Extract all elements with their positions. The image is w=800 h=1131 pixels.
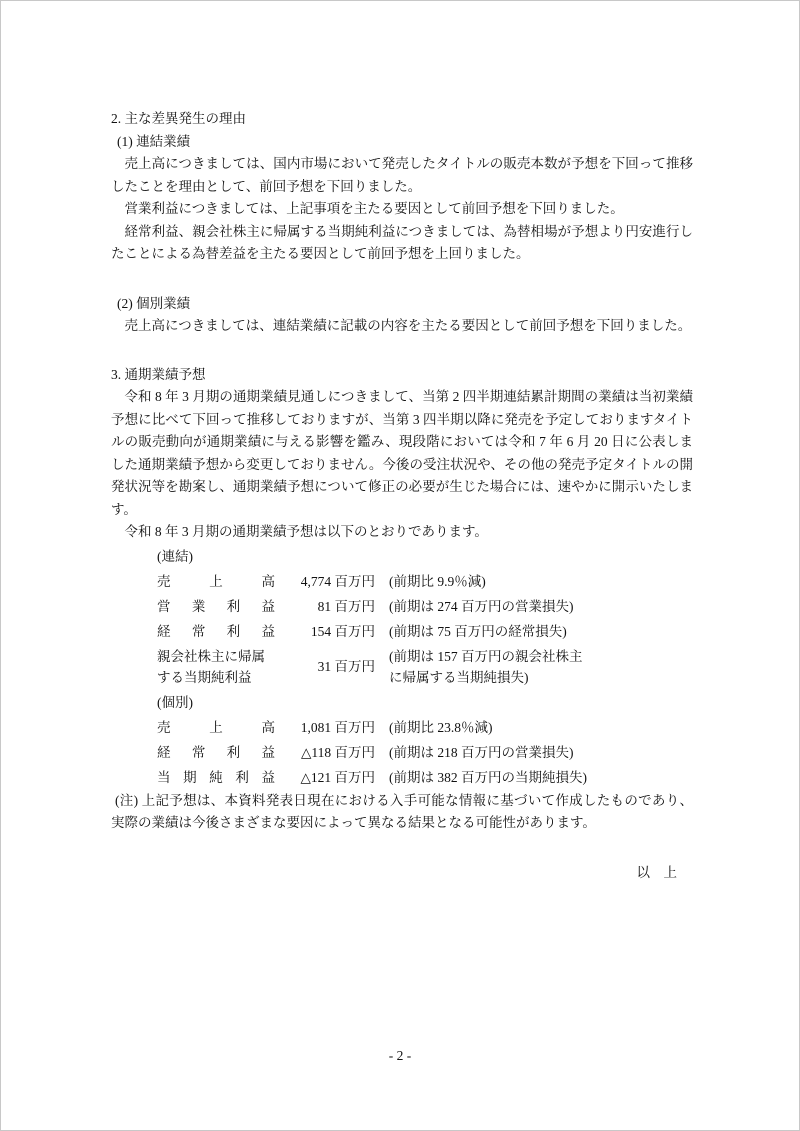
paragraph-fullyear-outlook: 令和 8 年 3 月期の通期業績見通しにつきまして、当第 2 四半期連結累計期間の業績は当初業績予想に比べて下回って推移しておりますが、当第 3 四半期以降に発売を予定しておりますタイトルの販売動向が通期業績に与える影響を鑑み、現段階においては令和 7 年 6 月 20 日に公表しました通期業績予想から変更しておりません。今後の受注状況や、その他の発売予定タイトルの開発状況等を勘案し、通期業績予想について修正の必要が生じた場合には、速やかに開示いたします。 <box>111 389 693 517</box>
row-note: (前期は 218 百万円の営業損失) <box>389 744 574 760</box>
row-label: 売上高 <box>157 573 275 589</box>
row-note: (前期は 382 百万円の当期純損失) <box>389 769 587 785</box>
row-label: 当期純利益 <box>157 769 275 785</box>
row-label-line1: 親会社株主に帰属 <box>157 648 265 664</box>
row-note: (前期比 23.8％減) <box>389 719 493 735</box>
row-value: 81 百万円 <box>317 598 375 614</box>
table-row-net-income-parent <box>157 644 693 690</box>
table-row <box>157 569 693 594</box>
row-note: (前期は 75 百万円の経常損失) <box>389 623 567 639</box>
row-label <box>157 646 275 688</box>
row-label: 経常利益 <box>157 623 275 639</box>
paragraph-consolidated-operating: 営業利益につきましては、上記事項を主たる要因として前回予想を下回りました。 <box>124 201 624 216</box>
table-row <box>157 619 693 644</box>
forecast-intro: 令和 8 年 3 月期の通期業績予想は以下のとおりであります。 <box>124 524 488 539</box>
forecast-table <box>157 544 693 790</box>
row-label: 営業利益 <box>157 598 275 614</box>
row-value: 154 百万円 <box>310 623 375 639</box>
row-note <box>375 646 583 688</box>
table-row <box>157 715 693 740</box>
subsection-2-heading: (2) 個別業績 <box>117 295 191 311</box>
row-label-line2: する当期純利益 <box>157 669 252 685</box>
row-value: 1,081 百万円 <box>300 719 375 735</box>
row-note-line2: に帰属する当期純損失) <box>389 669 529 685</box>
closing-mark: 以 上 <box>636 864 677 880</box>
paragraph-consolidated-sales: 売上高につきましては、国内市場において発売したタイトルの販売本数が予想を下回って推移したことを理由として、前回予想を下回りました。 <box>111 156 693 194</box>
table-row <box>157 594 693 619</box>
group-consolidated-label: (連結) <box>157 548 193 564</box>
table-row <box>157 740 693 765</box>
row-label: 売上高 <box>157 719 275 735</box>
row-value: △118 百万円 <box>300 744 375 760</box>
page-number: - 2 - <box>388 1048 412 1063</box>
row-value: △121 百万円 <box>300 769 375 785</box>
paragraph-individual-sales: 売上高につきましては、連結業績に記載の内容を主たる要因として前回予想を下回りました。 <box>124 317 692 333</box>
row-value: 4,774 百万円 <box>300 573 375 589</box>
row-value: 31 百万円 <box>317 659 375 674</box>
row-note: (前期比 9.9％減) <box>389 573 486 589</box>
disclaimer-note: (注) 上記予想は、本資料発表日現在における入手可能な情報に基づいて作成したものであり、実際の業績は今後さまざまな要因によって異なる結果となる可能性があります。 <box>111 792 693 830</box>
section-3-heading: 3. 通期業績予想 <box>111 367 206 382</box>
table-row <box>157 765 693 790</box>
paragraph-consolidated-ordinary: 経常利益、親会社株主に帰属する当期純利益につきましては、為替相場が予想より円安進行したことによる為替差益を主たる要因として前回予想を上回りました。 <box>111 223 693 261</box>
section-2-heading: 2. 主な差異発生の理由 <box>111 111 246 126</box>
row-label: 経常利益 <box>157 744 275 760</box>
row-note-line1: (前期は 157 百万円の親会社株主 <box>389 648 583 664</box>
group-individual-label: (個別) <box>157 694 193 710</box>
row-note: (前期は 274 百万円の営業損失) <box>389 598 574 614</box>
subsection-1-heading: (1) 連結業績 <box>117 134 191 149</box>
